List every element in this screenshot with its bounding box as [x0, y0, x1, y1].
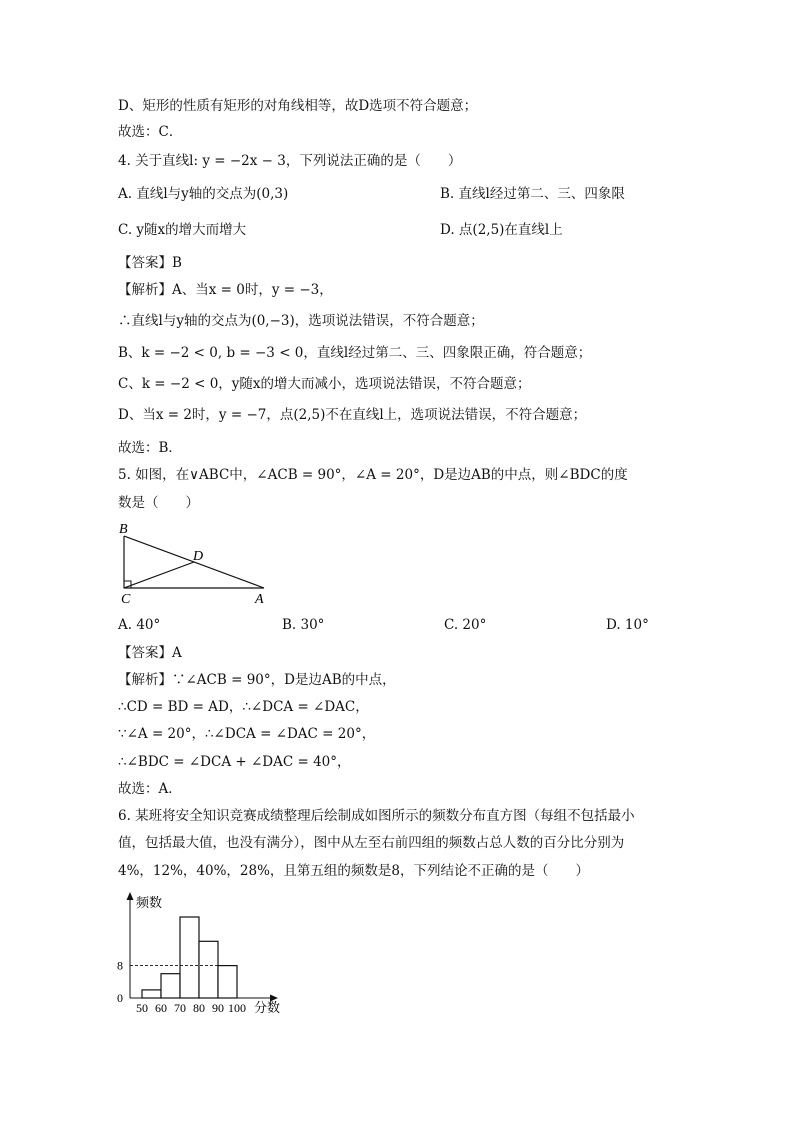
x-tick-label: 100 [228, 1001, 246, 1015]
q4-selection: 故选：B． [118, 440, 182, 456]
q4-answer: 【答案】B [118, 255, 182, 271]
histogram-bar [142, 990, 161, 998]
q5-option-a: A. 40° [118, 617, 161, 633]
question-6-stem: 6. 某班将安全知识竞赛成绩整理后绘制成如图所示的频数分布直方图（每组不包括最小 [118, 808, 635, 824]
q4-explanation-line: D、当x = 2时，y = −7，点(2,5)不在直线l上，选项说法错误，不符合题意； [118, 407, 587, 423]
x-axis-label: 分数 [254, 1000, 281, 1015]
histogram-bar [218, 966, 237, 998]
vertex-a-label: A [255, 592, 264, 607]
y-tick-label: 8 [117, 958, 123, 973]
q4-option-c: C. y随x的增大而增大 [118, 222, 247, 238]
x-tick-label: 50 [136, 1001, 148, 1015]
question-4-stem: 4. 关于直线l: y = −2x − 3，下列说法正确的是（ ） [118, 153, 462, 169]
q5-selection: 故选：A． [118, 781, 182, 797]
histogram-bar [180, 917, 199, 998]
q4-explanation-line: 【解析】A、当x = 0时，y = −3， [118, 282, 333, 298]
q4-option-d: D. 点(2,5)在直线l上 [440, 222, 563, 238]
q5-explanation-line: ∵∠A = 20°，∴∠DCA = ∠DAC = 20°， [118, 726, 376, 742]
q4-option-b: B. 直线l经过第二、三、四象限 [440, 186, 625, 202]
y-tick-label: 0 [117, 991, 123, 1005]
q5-answer: 【答案】A [118, 645, 182, 661]
q4-explanation-line: B、k = −2 < 0, b = −3 < 0，直线l经过第二、三、四象限正确，符合题意； [118, 345, 592, 361]
q5-option-c: C. 20° [444, 617, 487, 633]
q4-explanation-line: ∴直线l与y轴的交点为(0,−3)，选项说法错误，不符合题意； [118, 313, 484, 329]
text-line: 故选：C． [118, 124, 183, 140]
q4-explanation-line: C、k = −2 < 0，y随x的增大而减小，选项说法错误，不符合题意； [118, 376, 531, 392]
q5-option-b: B. 30° [282, 617, 325, 633]
question-6-stem-cont: 4%，12%，40%，28%，且第五组的频数是8，下列结论不正确的是（ ） [118, 863, 590, 879]
vertex-d-label: D [193, 549, 204, 564]
y-axis-arrow [127, 892, 134, 900]
triangle-figure [112, 518, 277, 610]
x-tick-label: 60 [155, 1001, 167, 1015]
x-tick-label: 90 [212, 1001, 224, 1015]
y-axis-label: 频数 [136, 895, 163, 910]
text-line: D、矩形的性质有矩形的对角线相等，故D选项不符合题意； [118, 98, 478, 114]
question-5-stem: 5. 如图，在∨ABC中，∠ACB = 90°，∠A = 20°，D是边AB的中点，则∠BDC的度 [118, 467, 628, 483]
x-tick-label: 70 [174, 1001, 186, 1015]
question-5-stem-cont: 数是（ ） [118, 495, 199, 511]
q5-explanation-line: 【解析】∵∠ACB = 90°，D是边AB的中点， [118, 672, 396, 688]
histogram-chart [112, 888, 292, 1020]
histogram-bar [199, 941, 218, 998]
question-6-stem-cont: 值，包括最大值，也没有满分），图中从左至右前四组的频数占总人数的百分比分别为 [118, 835, 625, 851]
vertex-c-label: C [121, 592, 131, 607]
q5-option-d: D. 10° [606, 617, 649, 633]
vertex-b-label: B [119, 522, 128, 537]
q5-explanation-line: ∴CD = BD = AD，∴∠DCA = ∠DAC， [118, 699, 369, 715]
histogram-bar [161, 974, 180, 998]
x-tick-label: 80 [193, 1001, 205, 1015]
q5-explanation-line: ∴∠BDC = ∠DCA + ∠DAC = 40°， [118, 754, 351, 770]
q4-option-a: A. 直线l与y轴的交点为(0,3) [118, 186, 289, 202]
